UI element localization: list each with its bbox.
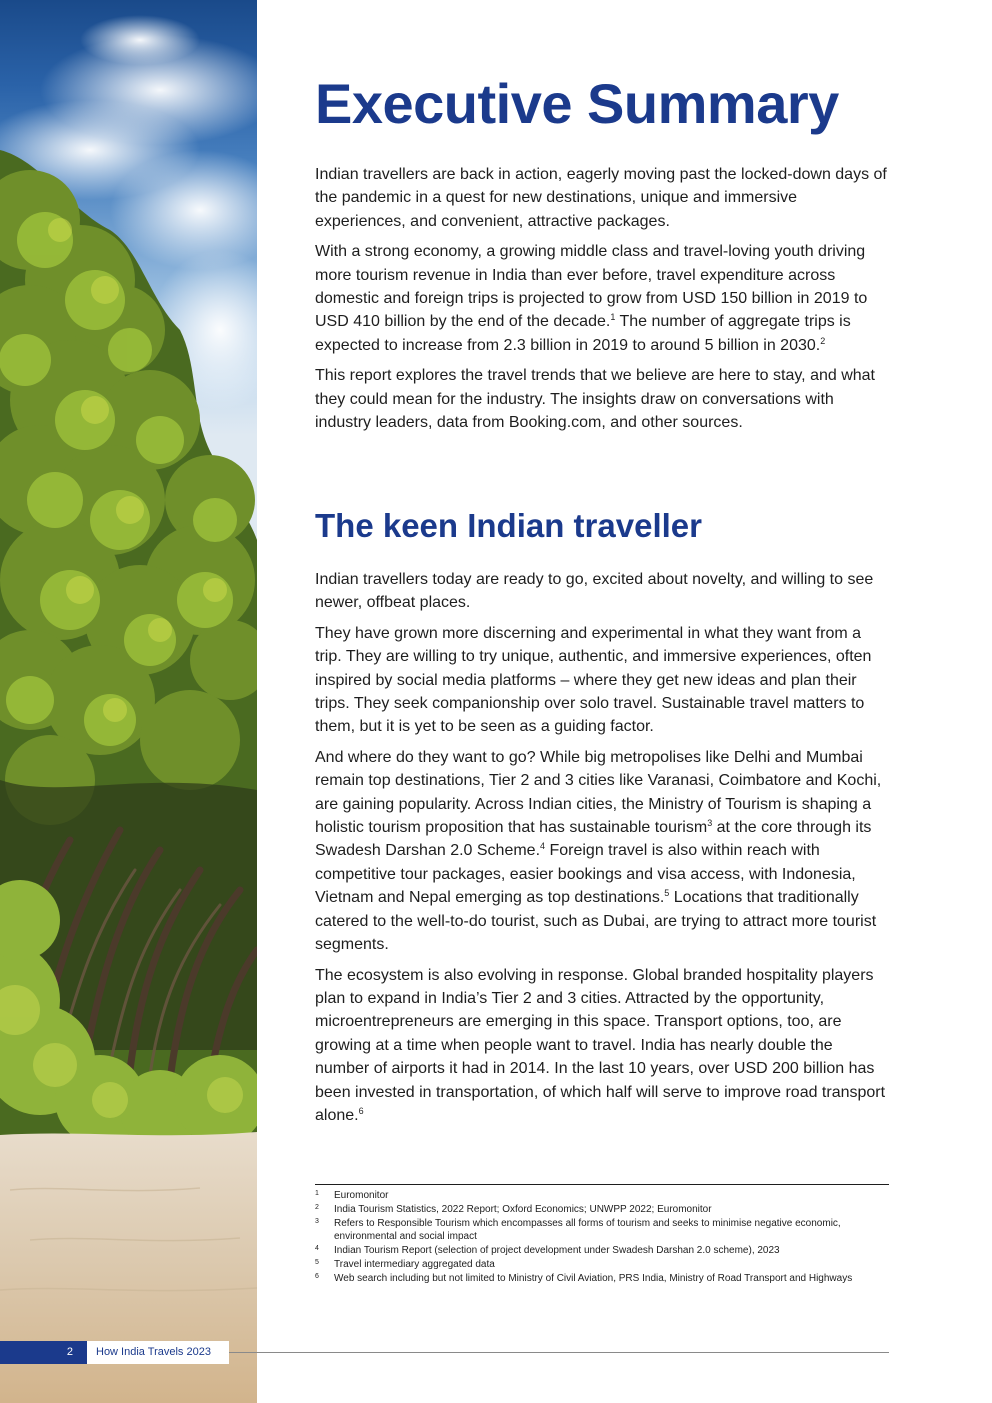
intro-paragraph-2 xyxy=(315,240,890,357)
intro-paragraph-1 xyxy=(315,163,890,233)
footnote-number: 1 xyxy=(315,1190,319,1197)
cover-photo-forest-beach xyxy=(0,0,257,1403)
footnote-ref-4: 4 xyxy=(540,841,546,852)
footnote-number: 6 xyxy=(315,1272,319,1280)
footnote-number: 2 xyxy=(315,1203,319,1211)
body-text-3c: Foreign travel is also within reach with competitive tour packages, easier bookings and visa access, with Indonesia, Vietnam and Nepal emerging as top destinations. xyxy=(315,842,856,907)
forest-beach-illustration xyxy=(0,0,257,1403)
intro-text-1: Indian travellers are back in action, eagerly moving past the locked-down days of the pandemic in a quest for new destinations, unique and immersive experiences, and convenient, attractive packages. xyxy=(315,166,887,230)
footnote-text: India Tourism Statistics, 2022 Report; Oxford Economics; UNWPP 2022; Euromonitor xyxy=(334,1203,712,1215)
footnote-item xyxy=(315,1272,890,1286)
body-text-3a: And where do they want to go? While big metropolises like Delhi and Mumbai remain top destinations, Tier 2 and 3 cities like Varanasi, Coimbatore and Kochi, are gaining popularity. Across Indian cities, the Ministry of Tourism is shaping a holistic tourism proposition that has sustainable tourism xyxy=(315,748,882,837)
footnote-item xyxy=(315,1203,890,1217)
intro-text-2: With a strong economy, a growing middle class and travel-loving youth driving more tourism revenue in India than ever before, travel expenditure across domestic and foreign trips is projected to grow from USD 150 billion in 2019 to USD 410 billion by the end of the decade. xyxy=(315,243,868,331)
footnote-number: 5 xyxy=(315,1258,319,1266)
footnote-ref-1: 1 xyxy=(610,312,616,323)
keen-traveller-section xyxy=(315,568,890,1134)
page-number: 2 xyxy=(0,1341,87,1364)
intro-paragraph-3 xyxy=(315,364,890,434)
footer-divider xyxy=(228,1352,889,1353)
body-paragraph-4 xyxy=(315,964,890,1128)
footnote-item xyxy=(315,1217,890,1245)
body-text-3b: at the core through its Swadesh Darshan 2.0 Scheme. xyxy=(315,819,872,860)
body-paragraph-1: Indian travellers today are ready to go, excited about novelty, and willing to see newer, offbeat places. xyxy=(315,571,874,612)
page-title: Executive Summary xyxy=(315,72,839,135)
footnote-text: Indian Tourism Report (selection of project development under Swadesh Darshan 2.0 scheme), 2023 xyxy=(334,1245,780,1257)
footnote-ref-5: 5 xyxy=(664,888,670,899)
section-heading: The keen Indian traveller xyxy=(315,507,702,544)
footnote-text: Web search including but not limited to Ministry of Civil Aviation, PRS India, Ministry of Road Transport and Highways xyxy=(334,1272,853,1284)
footnote-ref-6: 6 xyxy=(358,1105,364,1116)
footnote-number: 3 xyxy=(315,1217,319,1225)
body-text-3d: Locations that traditionally catered to the well-to-do tourist, such as Dubai, are trying to attract more tourist segments. xyxy=(315,889,877,954)
footnote-ref-2: 2 xyxy=(820,335,826,346)
body-text-4: The ecosystem is also evolving in response. Global branded hospitality players plan to expand in India’s Tier 2 and 3 cities. Attracted by the opportunity, microentrepreneurs are emerging in this space. Transport options, too, are growing at a time when people want to travel. India has nearly double the number of airports it had in 2014. In the last 10 years, over USD 200 billion has been invested in transportation, of which half will serve to improve road transport alone. xyxy=(315,966,886,1124)
intro-text-4: This report explores the travel trends that we believe are here to stay, and what they could mean for the industry. The insights draw on conversations with industry leaders, data from Booking.com, and other sources. xyxy=(315,367,875,432)
footnote-text: Euromonitor xyxy=(334,1190,389,1201)
intro-section xyxy=(315,163,890,441)
footnote-item xyxy=(315,1244,890,1258)
footnote-item xyxy=(315,1258,890,1272)
footnote-ref-3: 3 xyxy=(707,818,713,829)
footnote-text: Travel intermediary aggregated data xyxy=(334,1258,495,1270)
footnotes-list xyxy=(315,1189,890,1286)
body-paragraph-3 xyxy=(315,746,890,957)
footnote-divider xyxy=(315,1184,889,1185)
footnote-item xyxy=(315,1189,890,1203)
body-paragraph-2: They have grown more discerning and experimental in what they want from a trip. They are willing to try unique, authentic, and immersive experiences, often inspired by social media platforms – where they get new ideas and plan their trips. They seek companionship over solo travel. Sustainable travel matters to them, but it is yet to be seen as a guiding factor. xyxy=(315,624,872,736)
intro-text-3: The number of aggregate trips is expected to increase from 2.3 billion in 2019 to around 5 billion in 2030. xyxy=(315,313,851,354)
footnote-text: Refers to Responsible Tourism which encompasses all forms of tourism and seeks to minimise negative economic, environmental and social impact xyxy=(334,1217,841,1243)
publication-title: How India Travels 2023 xyxy=(87,1341,229,1364)
footnote-number: 4 xyxy=(315,1245,319,1253)
